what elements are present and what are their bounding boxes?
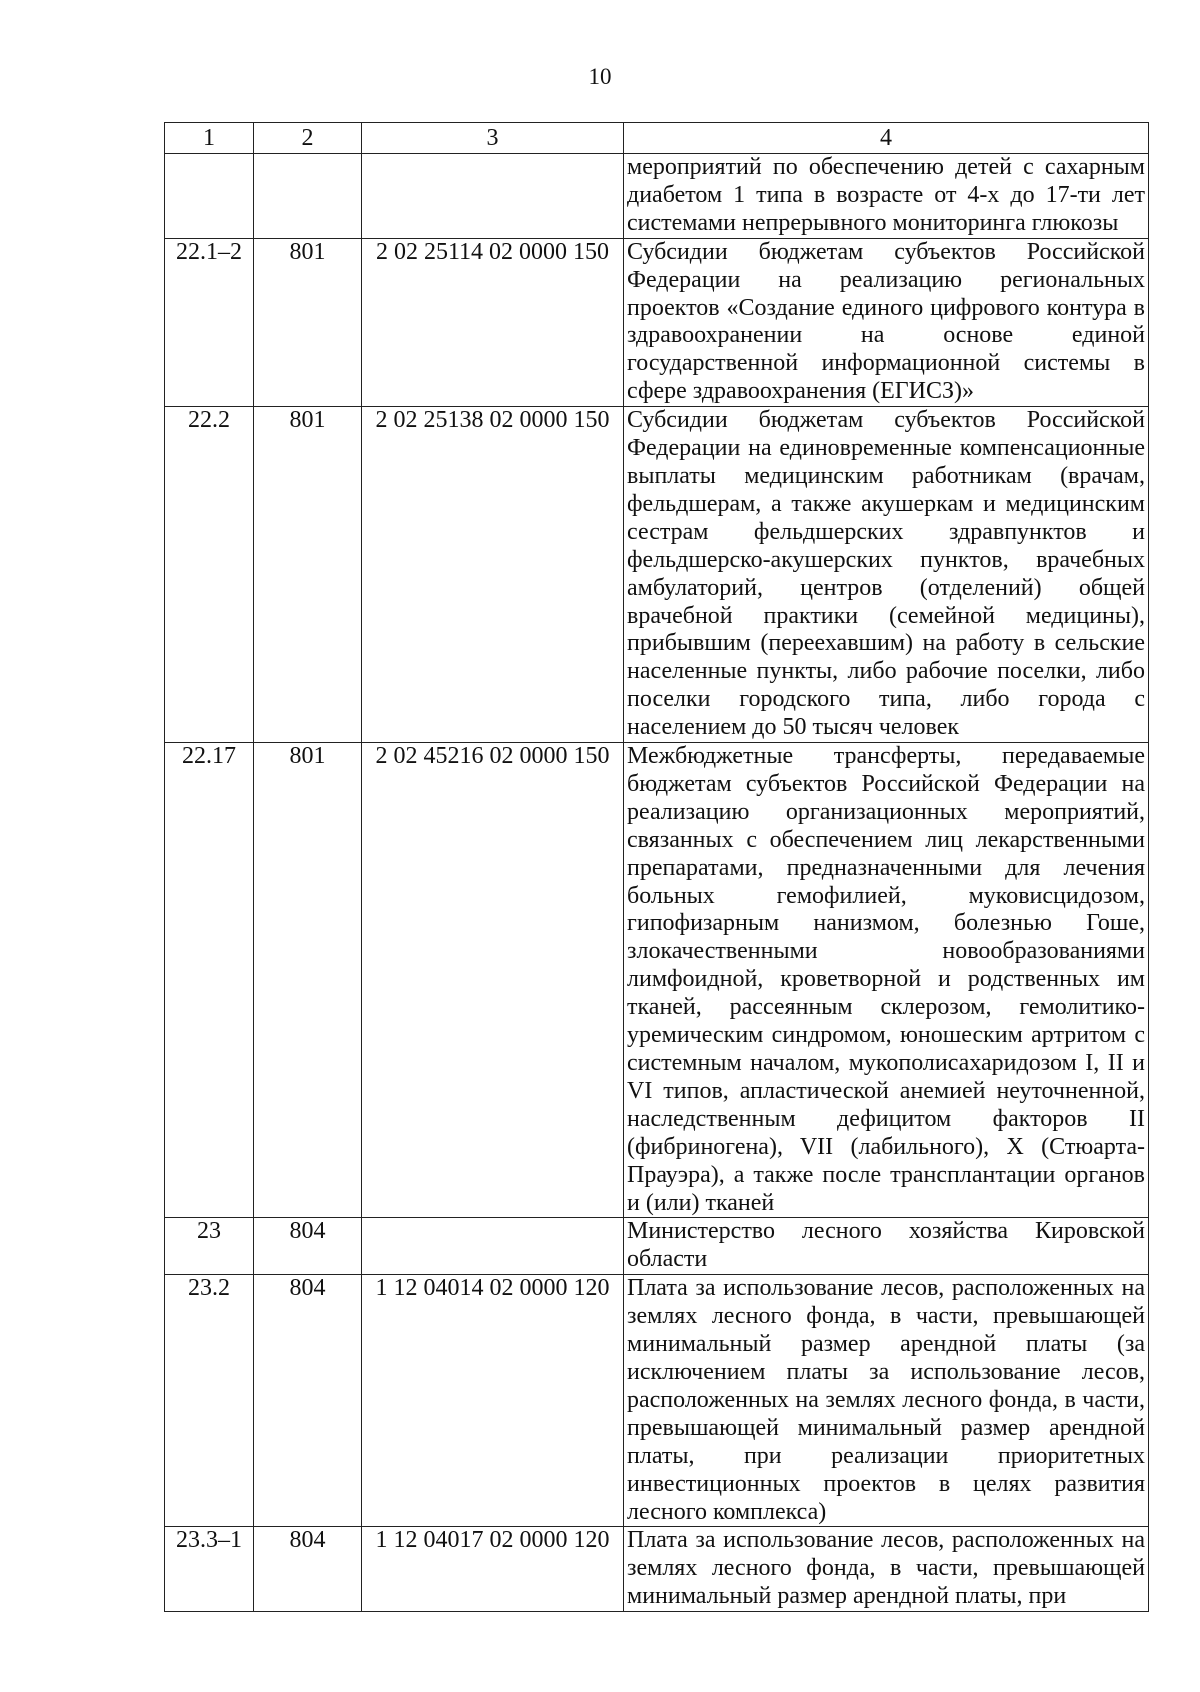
header-row xyxy=(165,123,1149,154)
admin-code: 804 xyxy=(254,1275,362,1527)
row-number: 22.17 xyxy=(165,743,254,1218)
admin-code xyxy=(254,154,362,239)
row-number xyxy=(165,154,254,239)
row-number: 22.1–2 xyxy=(165,238,254,406)
header-cell-2: 2 xyxy=(254,123,362,154)
revenue-code: 1 12 04014 02 0000 120 xyxy=(362,1275,624,1527)
revenue-description: Министерство лесного хозяйства Кировской области xyxy=(624,1218,1149,1275)
page-number: 10 xyxy=(588,64,612,89)
revenue-description: Субсидии бюджетам субъектов Российской Федерации на реализацию региональных проектов «Создание единого цифрового контура в здравоохранении на основе единой государственной информационной системы в сфере здравоохранения (ЕГИСЗ)» xyxy=(624,238,1149,406)
admin-code: 804 xyxy=(254,1218,362,1275)
admin-code: 804 xyxy=(254,1527,362,1612)
revenue-code xyxy=(362,154,624,239)
revenue-codes-table xyxy=(164,122,1149,1612)
revenue-code: 2 02 25138 02 0000 150 xyxy=(362,407,624,743)
revenue-description: Плата за использование лесов, расположенных на землях лесного фонда, в части, превышающей минимальный размер арендной платы (за исключением платы за использование лесов, расположенных на землях лесного фонда, в части, превышающей минимальный размер арендной платы, при реализации приоритетных инвестиционных проектов в целях развития лесного комплекса) xyxy=(624,1275,1149,1527)
revenue-code: 2 02 25114 02 0000 150 xyxy=(362,238,624,406)
header-cell-4: 4 xyxy=(624,123,1149,154)
admin-code: 801 xyxy=(254,743,362,1218)
table-row xyxy=(165,1527,1149,1612)
revenue-description: Плата за использование лесов, расположенных на землях лесного фонда, в части, превышающей минимальный размер арендной платы, при xyxy=(624,1527,1149,1612)
revenue-description: Межбюджетные трансферты, передаваемые бюджетам субъектов Российской Федерации на реализацию организационных мероприятий, связанных с обеспечением лиц лекарственными препаратами, предназначенными для лечения больных гемофилией, муковисцидозом, гипофизарным нанизмом, болезнью Гоше, злокачественными новообразованиями лимфоидной, кроветворной и родственных им тканей, рассеянным склерозом, гемолитико-уремическим синдромом, юношеским артритом с системным началом, мукополисахаридозом I, II и VI типов, апластической анемией неуточненной, наследственным дефицитом факторов II (фибриногена), VII (лабильного), X (Стюарта-Прауэра), а также после трансплантации органов и (или) тканей xyxy=(624,743,1149,1218)
table-row xyxy=(165,154,1149,239)
header-cell-3: 3 xyxy=(362,123,624,154)
revenue-description: Субсидии бюджетам субъектов Российской Федерации на единовременные компенсационные выплаты медицинским работникам (врачам, фельдшерам, а также акушеркам и медицинским сестрам фельдшерских здравпунктов и фельдшерско-акушерских пунктов, врачебных амбулаторий, центров (отделений) общей врачебной практики (семейной медицины), прибывшим (переехавшим) на работу в сельские населенные пункты, либо рабочие поселки, либо поселки городского типа, либо города с населением до 50 тысяч человек xyxy=(624,407,1149,743)
admin-code: 801 xyxy=(254,407,362,743)
table-row xyxy=(165,407,1149,743)
row-number: 22.2 xyxy=(165,407,254,743)
table-row xyxy=(165,743,1149,1218)
row-number: 23.3–1 xyxy=(165,1527,254,1612)
header-cell-1: 1 xyxy=(165,123,254,154)
table-row xyxy=(165,1275,1149,1527)
table-row xyxy=(165,1218,1149,1275)
admin-code: 801 xyxy=(254,238,362,406)
revenue-code: 1 12 04017 02 0000 120 xyxy=(362,1527,624,1612)
table-row xyxy=(165,238,1149,406)
revenue-description: мероприятий по обеспечению детей с сахарным диабетом 1 типа в возрасте от 4-х до 17-ти лет системами непрерывного мониторинга глюкозы xyxy=(624,154,1149,239)
row-number: 23.2 xyxy=(165,1275,254,1527)
row-number: 23 xyxy=(165,1218,254,1275)
revenue-code: 2 02 45216 02 0000 150 xyxy=(362,743,624,1218)
revenue-code xyxy=(362,1218,624,1275)
